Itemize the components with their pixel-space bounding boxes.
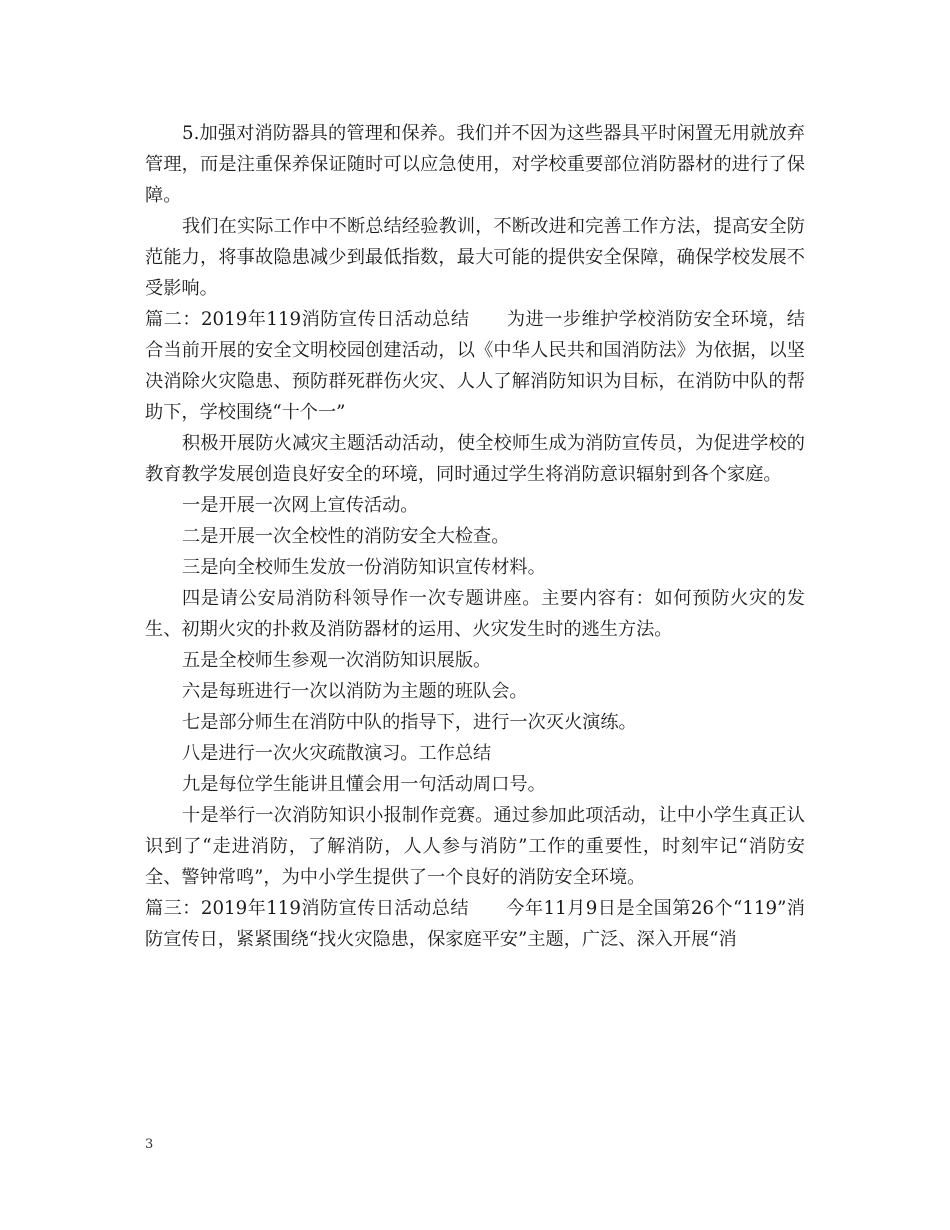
list-item-7: 七是部分师生在消防中队的指导下，进行一次灭火演练。 [182, 712, 637, 733]
list-item-3: 三是向全校师生发放一份消防知识宣传材料。 [182, 557, 546, 578]
page-number: 3 [145, 1137, 154, 1152]
paragraph-item-5: 5.加强对消防器具的管理和保养。我们并不因为这些器具平时闲置无用就放弃管理，而是注重保养保证随时可以应急使用，对学校重要部位消防器材的进行了保障。 [145, 123, 805, 206]
list-item-9: 九是每位学生能讲且懂会用一句活动周口号。 [182, 774, 546, 795]
list-item-6: 六是每班进行一次以消防为主题的班队会。 [182, 681, 528, 702]
list-item-1: 一是开展一次网上宣传活动。 [182, 495, 419, 516]
list-item-2: 二是开展一次全校性的消防安全大检查。 [182, 526, 510, 547]
paragraph-summary: 我们在实际工作中不断总结经验教训，不断改进和完善工作方法，提高安全防范能力，将事故隐患减少到最低指数，最大可能的提供安全保障，确保学校发展不受影响。 [145, 216, 805, 299]
list-item-8: 八是进行一次火灾疏散演习。工作总结 [182, 743, 492, 764]
list-item-10: 十是举行一次消防知识小报制作竞赛。通过参加此项活动，让中小学生真正认识到了“走进消防，了解消防，人人参与消防”工作的重要性，时刻牢记“消防安全、警钟常鸣”，为中小学生提供了一个良好的消防安全环境。 [145, 805, 805, 888]
list-item-5: 五是全校师生参观一次消防知识展版。 [182, 650, 492, 671]
paragraph-activity-intro: 积极开展防火减灾主题活动活动，使全校师生成为消防宣传员，为促进学校的教育教学发展创造良好安全的环境，同时通过学生将消防意识辐射到各个家庭。 [145, 433, 805, 485]
document-body [145, 118, 805, 955]
paragraph-part-two-heading: 篇二：2019年119消防宣传日活动总结 为进一步维护学校消防安全环境，结合当前开展的安全文明校园创建活动，以《中华人民共和国消防法》为依据，以坚决消除火灾隐患、预防群死群伤火灾、人人了解消防知识为目标，在消防中队的帮助下，学校围绕“十个一” [145, 309, 805, 423]
paragraph-part-three-heading: 篇三：2019年119消防宣传日活动总结 今年11月9日是全国第26个“119”消防宣传日，紧紧围绕“找火灾隐患，保家庭平安”主题，广泛、深入开展“消 [145, 898, 805, 950]
list-item-4: 四是请公安局消防科领导作一次专题讲座。主要内容有：如何预防火灾的发生、初期火灾的扑救及消防器材的运用、火灾发生时的逃生方法。 [145, 588, 805, 640]
